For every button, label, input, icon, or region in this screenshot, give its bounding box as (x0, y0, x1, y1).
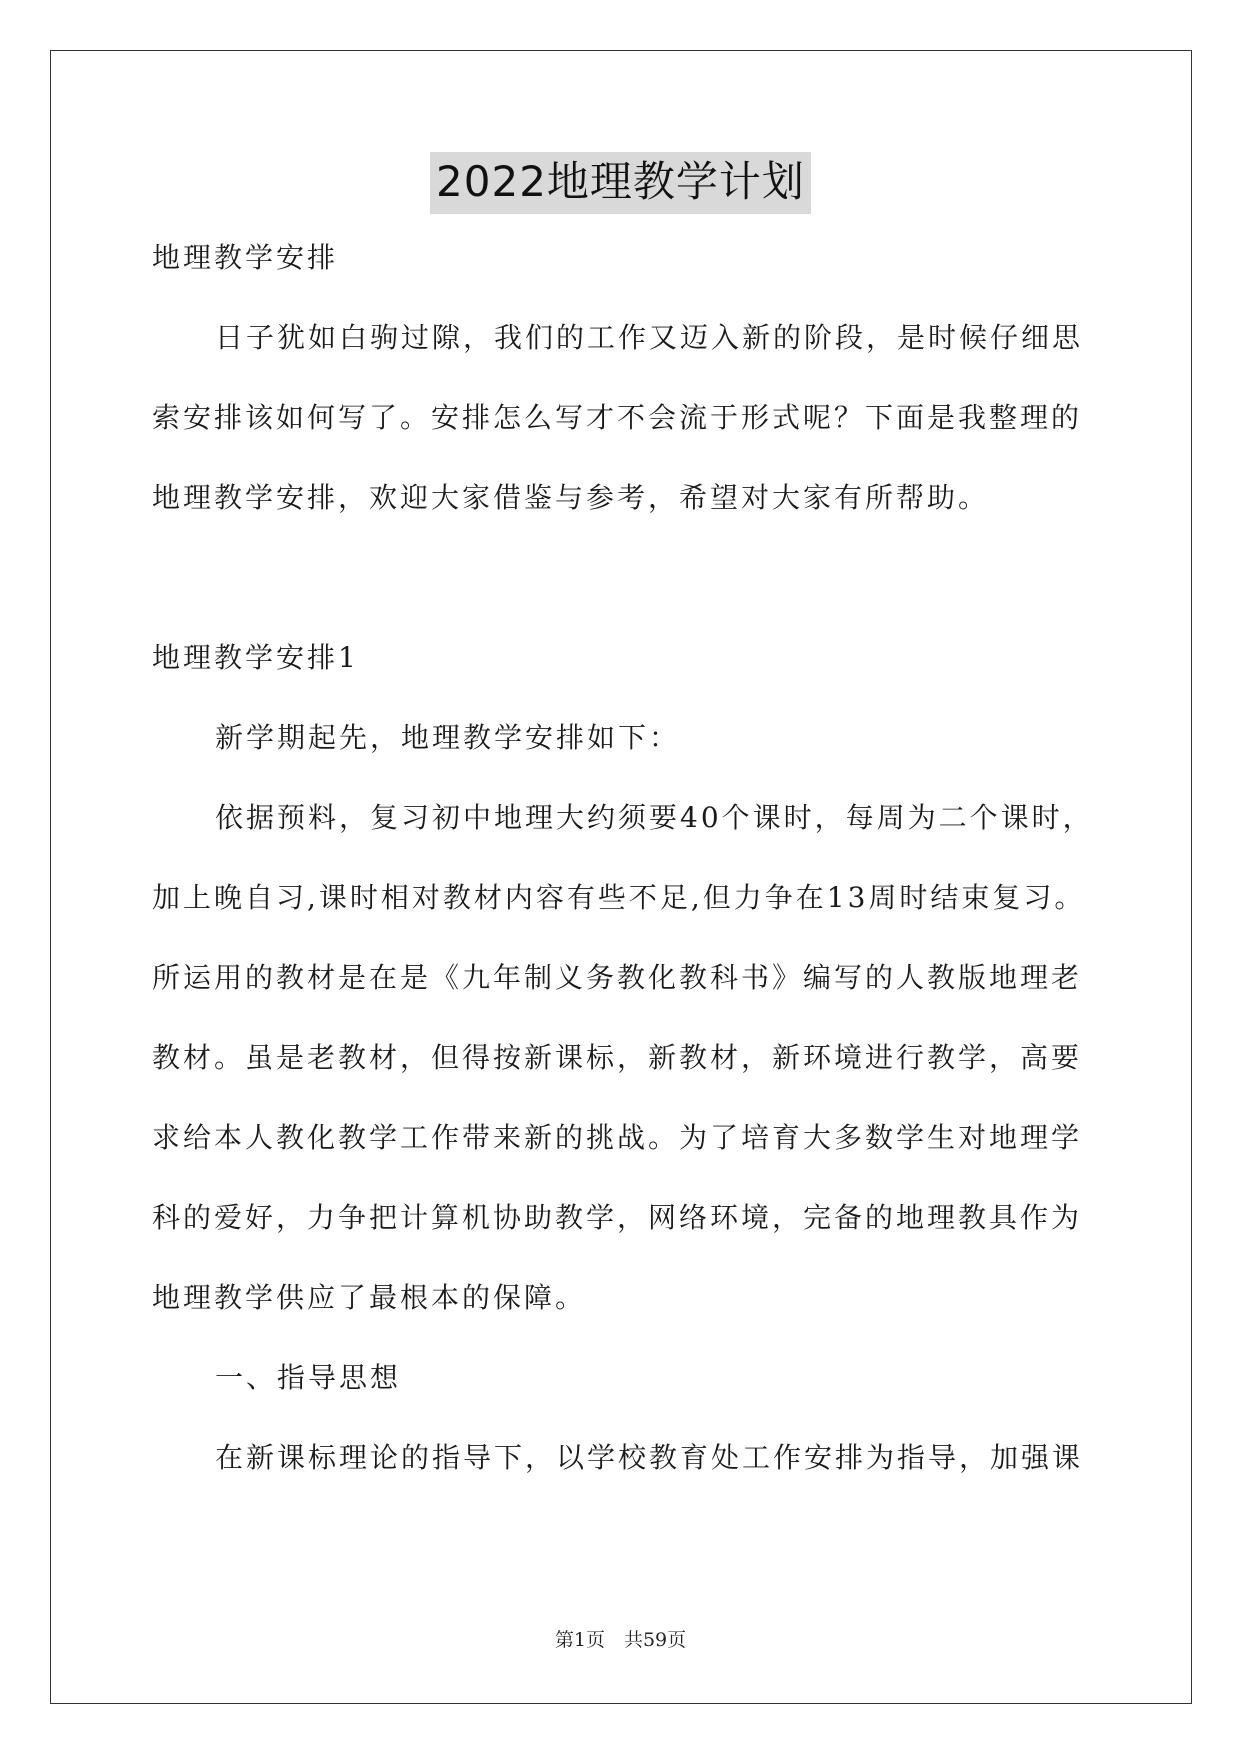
section-heading: 地理教学安排 (152, 241, 339, 274)
paragraph-line: 加上晚自习,课时相对教材内容有些不足,但力争在13周时结束复习。 (152, 881, 1086, 914)
paragraph-line: 日子犹如白驹过隙，我们的工作又迈入新的阶段，是时候仔细思 (215, 321, 1084, 354)
paragraph-line: 地理教学安排，欢迎大家借鉴与参考，希望对大家有所帮助。 (152, 481, 990, 514)
section-heading: 地理教学安排1 (152, 641, 359, 674)
paragraph-line: 新学期起先，地理教学安排如下： (215, 721, 681, 754)
paragraph-line: 科的爱好，力争把计算机协助教学，网络环境，完备的地理教具作为 (152, 1201, 1083, 1234)
paragraph-line: 所运用的教材是在是《九年制义务教化教科书》编写的人教版地理老 (152, 961, 1083, 994)
paragraph-line: 在新课标理论的指导下，以学校教育处工作安排为指导，加强课 (215, 1441, 1084, 1474)
page-footer: 第1页 共59页 (554, 1629, 687, 1651)
subsection-heading: 一、指导思想 (215, 1361, 402, 1394)
document-title: 2022地理教学计划 (430, 152, 811, 214)
paragraph-line: 地理教学供应了最根本的保障。 (152, 1281, 587, 1314)
document-body (152, 238, 1092, 1518)
paragraph-line: 索安排该如何写了。安排怎么写才不会流于形式呢？下面是我整理的 (152, 401, 1083, 434)
paragraph-line: 教材。虽是老教材，但得按新课标，新教材，新环境进行教学，高要 (152, 1041, 1083, 1074)
paragraph-line: 求给本人教化教学工作带来新的挑战。为了培育大多数学生对地理学 (152, 1121, 1083, 1154)
paragraph-line: 依据预料，复习初中地理大约须要40个课时，每周为二个课时， (215, 801, 1094, 834)
title-container (0, 152, 1241, 214)
